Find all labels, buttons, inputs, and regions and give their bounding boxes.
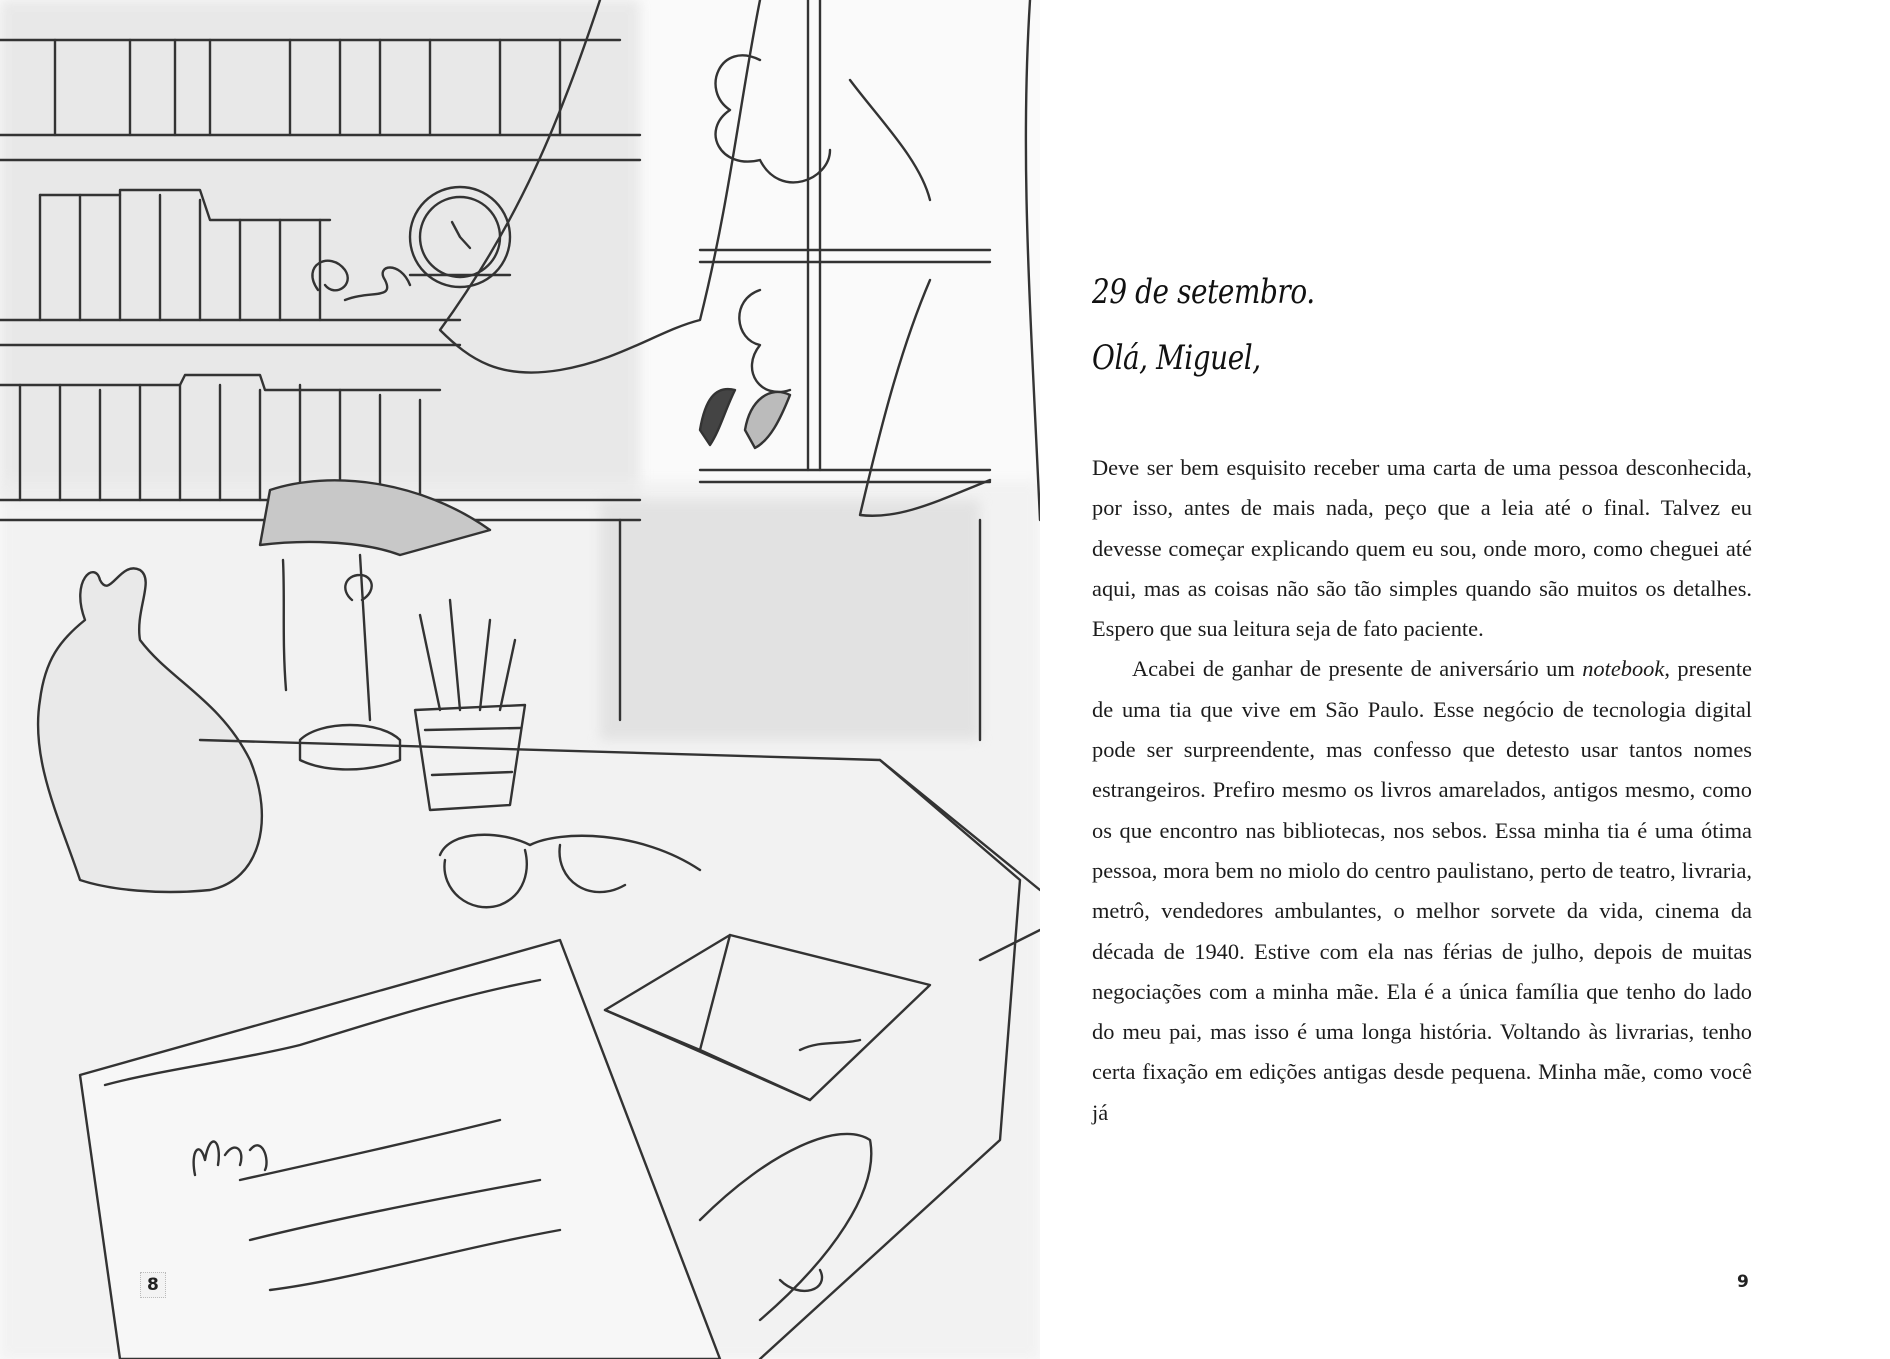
- letter-date: 29 de setembro.: [1092, 272, 1315, 312]
- right-page: [1040, 0, 1890, 1359]
- paragraph-1: Deve ser bem esquisito receber uma carta de uma pessoa desconhecida, por isso, antes de mais nada, peço que a leia até o final. Talvez eu devesse começar explicando quem eu sou, onde moro, como cheguei até aqui, mas as coisas não são tão simples quando são muitos os detalhes. Espero que sua leitura seja de fato paciente.: [1092, 455, 1752, 642]
- page-number-left: 8: [140, 1272, 166, 1298]
- letter-body: [1092, 448, 1752, 1133]
- paragraph-2-start: Acabei de ganhar de presente de aniversário um: [1132, 656, 1583, 682]
- page-number-right: 9: [1737, 1272, 1749, 1292]
- paragraph-2: [1092, 649, 1752, 1133]
- letter-greeting: Olá, Miguel,: [1092, 338, 1261, 378]
- emphasis-notebook: notebook: [1582, 656, 1665, 682]
- paragraph-2-rest: , presente de uma tia que vive em São Paulo. Esse negócio de tecnologia digital pode ser surpreendente, mas confesso que detesto usar tantos nomes estrangeiros. Prefiro mesmo os livros amarelados, antigos mesmo, como os que encontro nas bibliotecas, nos sebos. Essa minha tia é uma ótima pessoa, mora bem no miolo do centro paulistano, perto de teatro, livraria, metrô, vendedores ambulantes, o melhor sorvete da vida, cinema da década de 1940. Estive com ela nas férias de julho, depois de muitas negociações com a minha mãe. Ela é a única família que tenho do lado do meu pai, mas isso é uma longa história. Voltando às livrarias, tenho certa fixação em edições antigas desde pequena. Minha mãe, como você já: [1092, 656, 1752, 1125]
